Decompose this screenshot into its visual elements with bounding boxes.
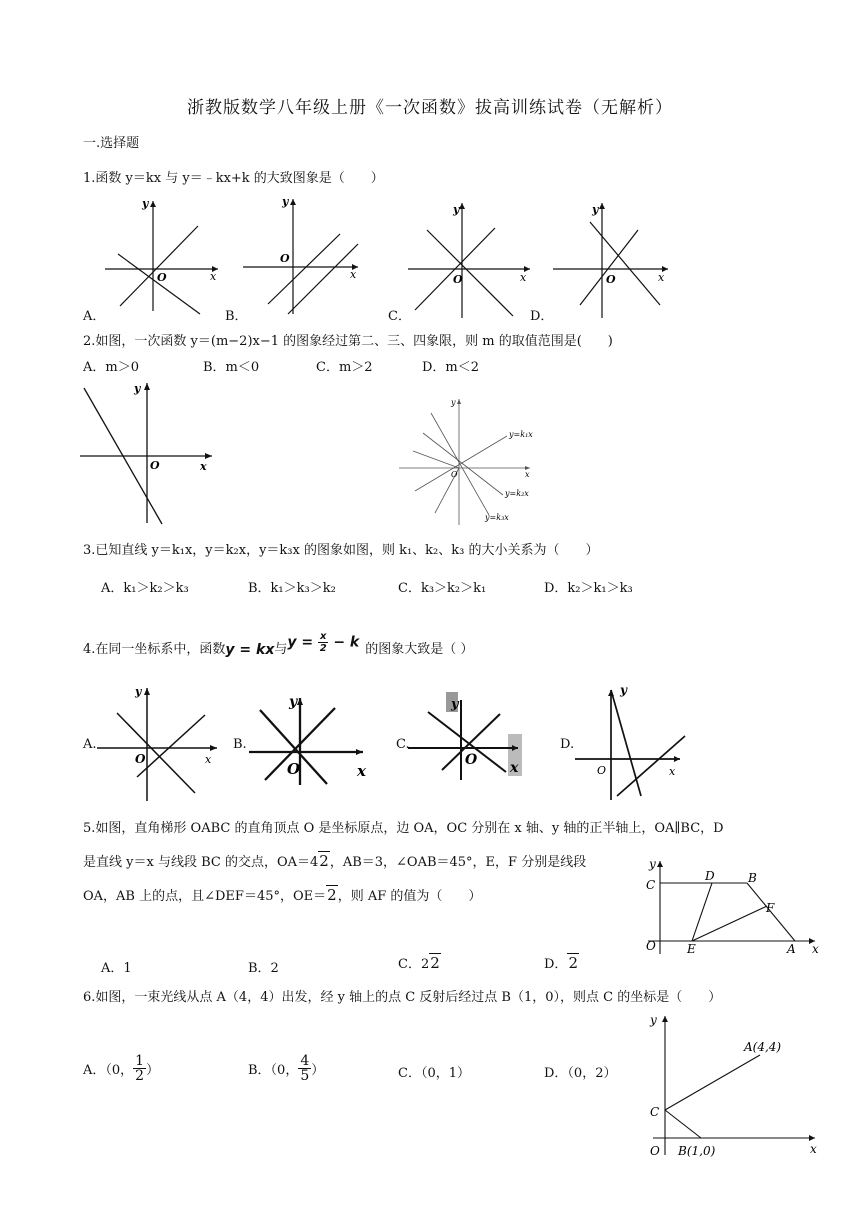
q4-option-b[interactable]: B. — [233, 737, 247, 752]
q5-line-1: 5.如图，直角梯形 OABC 的直角顶点 O 是坐标原点，边 OA，OC 分别在 x 轴、y 轴的正半轴上，OA∥BC，D — [83, 821, 724, 836]
origin-label: O — [465, 752, 478, 768]
q4-option-a[interactable]: A. — [83, 737, 97, 752]
origin-label: O — [280, 252, 290, 265]
fig-label-e: E — [687, 942, 696, 956]
q4-formula-2: y = $\frac{x}{2}$ − k — [287, 630, 360, 654]
q3-option-b[interactable]: B．k₁＞k₃＞k₂ — [248, 581, 336, 596]
q4-stem-mid: 与 — [274, 642, 288, 657]
q1-option-b[interactable]: B． — [225, 309, 248, 324]
q1-graph-b — [240, 196, 365, 316]
origin-label: O — [597, 764, 607, 777]
fig-label-b: B — [748, 871, 757, 885]
axis-y-label: y — [451, 398, 456, 407]
fig-label-c: C — [646, 878, 656, 892]
origin-label: O — [287, 760, 301, 778]
q3-graph — [395, 393, 550, 528]
axis-x-label: x — [210, 270, 217, 283]
axis-x-label: x — [357, 762, 366, 780]
q4-graph-d — [575, 682, 690, 802]
page-title: 浙教版数学八年级上册《一次函数》拔高训练试卷（无解析） — [187, 98, 673, 118]
q2-stem: 2.如图，一次函数 y＝(m−2)x−1 的图象经过第二、三、四象限，则 m 的取值范围是( ) — [83, 334, 613, 349]
fig-label-c: C — [650, 1105, 660, 1119]
fig-label-a: A — [787, 942, 796, 956]
q4-stem — [83, 630, 473, 670]
q6-figure — [645, 1010, 825, 1160]
q5-line-2: 是直线 y＝x 与线段 BC 的交点，OA＝42，AB＝3，∠OAB＝45°，E，F 分别是线段 — [83, 852, 587, 870]
fig-label-y: y — [650, 1013, 657, 1027]
fig-label-a: A(4,4) — [744, 1040, 782, 1054]
q4-option-c[interactable]: C. — [396, 737, 410, 752]
q6-stem: 6.如图，一束光线从点 A（4，4）出发，经 y 轴上的点 C 反射后经过点 B（1，0），则点 C 的坐标是（ ） — [83, 990, 722, 1005]
q1-stem: 1.函数 y＝kx 与 y＝﹣kx+k 的大致图象是（ ） — [83, 171, 384, 186]
q4-formula-1: y = kx — [225, 642, 275, 658]
q2-option-c[interactable]: C．m＞2 — [316, 360, 373, 375]
q1-graph-c — [405, 200, 535, 320]
q4-option-d[interactable]: D. — [560, 737, 575, 752]
q5-option-d[interactable]: D．2 — [544, 954, 578, 972]
axis-x-label: x — [205, 753, 212, 766]
q2-option-b[interactable]: B．m＜0 — [203, 360, 260, 375]
q1-option-a[interactable]: A． — [83, 309, 106, 324]
fig-label-x: x — [810, 1142, 817, 1156]
q4-stem-suffix: 的图象大致是（ ） — [365, 642, 474, 657]
q5-figure — [640, 856, 825, 956]
q2-option-d[interactable]: D．m＜2 — [422, 360, 480, 375]
axis-y-label: y — [142, 197, 149, 210]
fig-label-b: B(1,0) — [678, 1144, 716, 1158]
q6-option-d[interactable]: D．（0，2） — [544, 1066, 617, 1081]
q5-option-b[interactable]: B．2 — [248, 961, 279, 976]
axis-x-label: x — [658, 271, 665, 284]
origin-label: O — [451, 470, 458, 479]
q4-graph-a — [95, 685, 225, 805]
q1-graph-d — [550, 200, 675, 320]
q1-option-c[interactable]: C． — [388, 309, 411, 324]
q3-option-a[interactable]: A．k₁＞k₂＞k₃ — [101, 581, 189, 596]
axis-x-label: x — [510, 760, 519, 776]
axis-y-label: y — [592, 203, 599, 216]
axis-y-label: y — [289, 694, 298, 710]
label-k3: y=k₃x — [485, 513, 509, 522]
fig-label-o: O — [646, 939, 656, 953]
q2-graph — [80, 378, 220, 528]
q2-option-a[interactable]: A．m＞0 — [83, 360, 139, 375]
q4-graph-c — [408, 692, 528, 782]
axis-y-label: y — [620, 683, 627, 697]
q3-option-c[interactable]: C．k₃＞k₂＞k₁ — [398, 581, 487, 596]
fig-label-x: x — [812, 942, 819, 956]
origin-label: O — [135, 752, 146, 766]
q1-option-d[interactable]: D． — [530, 309, 554, 324]
q1-graph-a — [100, 196, 225, 316]
q5-option-c[interactable]: C．22 — [398, 954, 440, 972]
label-k1: y=k₁x — [509, 430, 533, 439]
section-heading: 一.选择题 — [83, 136, 140, 151]
q4-graph-b — [245, 688, 375, 788]
axis-x-label: x — [520, 271, 527, 284]
q3-option-d[interactable]: D．k₂＞k₁＞k₃ — [544, 581, 633, 596]
axis-x-label: x — [200, 460, 207, 473]
q3-stem: 3.已知直线 y＝k₁x，y＝k₂x，y＝k₃x 的图象如图，则 k₁、k₂、k₃ 的大小关系为（ ） — [83, 543, 599, 558]
axis-y-label: y — [453, 203, 460, 216]
axis-y-label: y — [134, 382, 141, 395]
axis-y-label: y — [282, 195, 289, 208]
axis-y-label: y — [135, 685, 142, 698]
fig-label-o: O — [650, 1144, 660, 1158]
origin-label: O — [606, 273, 616, 286]
q6-option-b[interactable]: B．（0， $\frac{4}{5}$ ） — [248, 1053, 325, 1084]
q4-stem-prefix: 4.在同一坐标系中，函数 — [83, 642, 226, 657]
axis-x-label: x — [350, 268, 357, 281]
q5-line-3: OA，AB 上的点，且∠DEF＝45°，OE＝2，则 AF 的值为（ ） — [83, 886, 482, 904]
q6-option-a[interactable]: A．（0， $\frac{1}{2}$ ） — [83, 1053, 160, 1084]
fig-label-y: y — [649, 857, 656, 871]
origin-label: O — [157, 271, 167, 284]
axis-y-label: y — [451, 697, 459, 712]
fig-label-f: F — [766, 901, 775, 915]
origin-label: O — [453, 273, 463, 286]
origin-label: O — [150, 459, 160, 472]
axis-x-label: x — [525, 470, 530, 479]
axis-x-label: x — [669, 765, 676, 778]
q5-option-a[interactable]: A．1 — [101, 961, 132, 976]
fig-label-d: D — [705, 869, 715, 883]
label-k2: y=k₂x — [505, 489, 529, 498]
q6-option-c[interactable]: C．（0，1） — [398, 1066, 470, 1081]
